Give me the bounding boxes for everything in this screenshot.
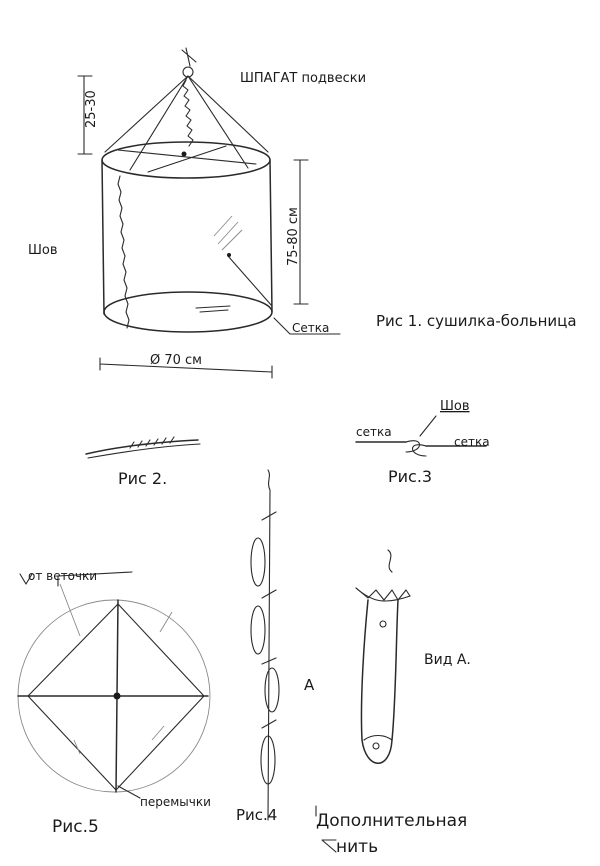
twine-twisted [183, 80, 193, 146]
from-branches-label: от веточки [28, 569, 98, 583]
net-left-label: сетка [356, 425, 392, 439]
figure-2-seam [86, 437, 200, 488]
hanging-knot [182, 48, 196, 66]
seam-fig3-label: Шов [440, 399, 470, 414]
fish-eye [373, 743, 379, 749]
view-a-label: Вид А. [424, 652, 471, 668]
twine-front-right [188, 76, 248, 168]
bottom-hatching [196, 306, 230, 312]
net-label: Сетка [292, 321, 330, 335]
fish-1 [251, 538, 265, 586]
twine-label: ШПАГАТ подвески [240, 71, 367, 86]
cross-center [114, 693, 121, 700]
dim-body-label: 75-80 см [286, 207, 301, 266]
fig4-caption: Рис.4 [236, 806, 278, 824]
fish-2 [251, 606, 265, 654]
bottom-hoop [104, 292, 272, 332]
twine-right [188, 76, 268, 152]
fig1-caption: Рис 1. сушилка-больница [376, 312, 577, 330]
dim-diameter-label: Ø 70 см [150, 353, 202, 368]
fig2-caption: Рис 2. [118, 469, 168, 488]
fish-head-line [364, 736, 392, 741]
figure-5-cross [18, 569, 211, 837]
top-center-knot [182, 152, 187, 157]
figure-3-join [356, 399, 490, 486]
twine-left [105, 76, 188, 152]
seam-label: Шов [28, 243, 58, 258]
crossbars-label: перемычки [140, 795, 211, 809]
cylinder-right-wall [270, 160, 272, 312]
net-right-label: сетка [454, 435, 490, 449]
seam-line [118, 176, 129, 328]
figure-1-dryer [28, 48, 577, 378]
seam-fold [406, 441, 426, 456]
fish-hook [388, 550, 392, 572]
cylinder-left-wall [102, 160, 104, 314]
dim-top-label: 25-30 [84, 90, 99, 128]
extra-thread-label-1: Дополнительная [316, 811, 468, 831]
fig5-caption: Рис.5 [52, 817, 99, 837]
net-hatch [214, 216, 242, 250]
top-hoop [102, 142, 270, 178]
extra-thread-label-2: нить [336, 837, 379, 857]
view-a-fish [356, 550, 471, 763]
label-a: А [304, 676, 315, 694]
fig3-caption: Рис.3 [388, 467, 433, 486]
fish-3 [265, 668, 279, 712]
main-thread [268, 470, 270, 820]
top-crossbars [118, 146, 256, 172]
